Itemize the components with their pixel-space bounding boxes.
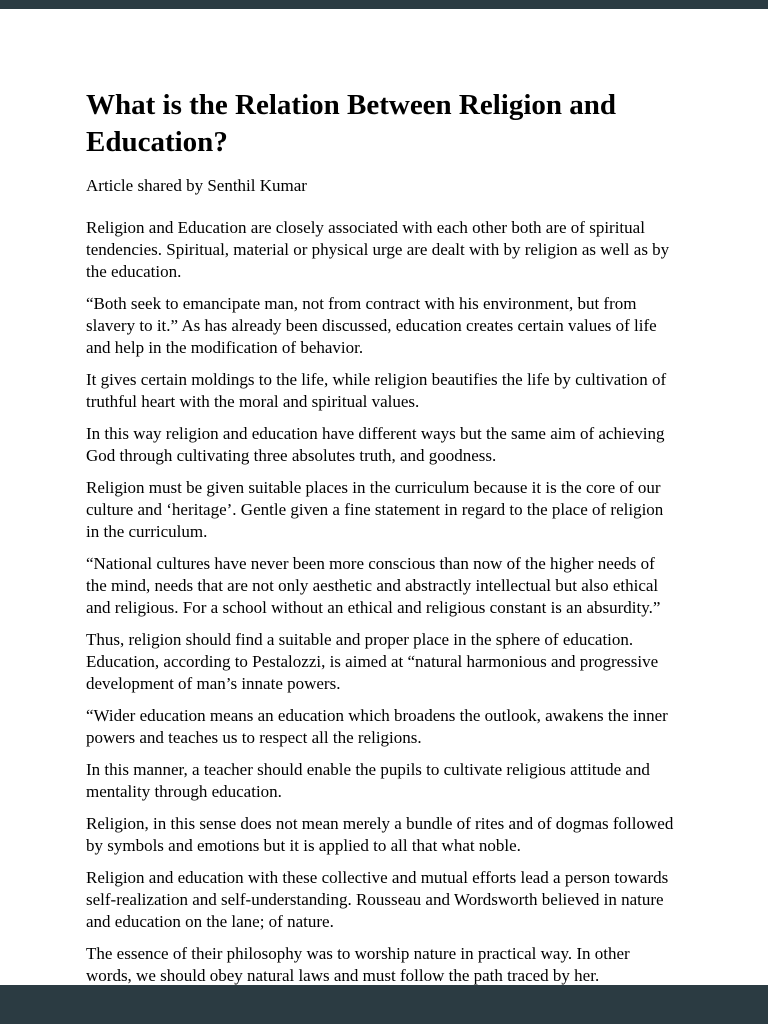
article-paragraph: Religion, in this sense does not mean merely a bundle of rites and of dogmas followed by symbols and emotions but it is applied to all that what noble. (86, 814, 674, 855)
article-paragraph: “Wider education means an education which broadens the outlook, awakens the inner powers and teaches us to respect all the religions. (86, 706, 668, 747)
article-paragraph: “Both seek to emancipate man, not from contract with his environment, but from slavery to it.” As has already been discussed, education creates certain values of life and help in the modification of behavior. (86, 294, 657, 357)
article-body (86, 217, 678, 987)
viewer-bottom-bar (0, 985, 768, 1024)
article-title: What is the Relation Between Religion and Education? (86, 89, 617, 158)
article-paragraph: In this way religion and education have different ways but the same aim of achieving God through cultivating three absolutes truth, and goodness. (86, 424, 665, 465)
article-paragraph: The essence of their philosophy was to worship nature in practical way. In other words, we should obey natural laws and must follow the path traced by her. (86, 944, 630, 985)
article-paragraph: “National cultures have never been more conscious than now of the higher needs of the mind, needs that are not only aesthetic and abstractly intellectual but also ethical and religious. For a school without an ethical and religious constant is an absurdity.” (86, 554, 661, 617)
viewer-top-bar (0, 0, 768, 9)
article-byline: Article shared by Senthil Kumar (86, 176, 307, 195)
article-paragraph: It gives certain moldings to the life, while religion beautifies the life by cultivation of truthful heart with the moral and spiritual values. (86, 370, 667, 411)
article-paragraph: Religion and education with these collective and mutual efforts lead a person towards self-realization and self-understanding. Rousseau and Wordsworth believed in nature and education on the lane; of nature. (86, 868, 669, 931)
article-paragraph: Religion must be given suitable places in the curriculum because it is the core of our culture and ‘heritage’. Gentle given a fine statement in regard to the place of religion in the curriculum. (86, 478, 664, 541)
article-paragraph: Religion and Education are closely associated with each other both are of spiritual tendencies. Spiritual, material or physical urge are dealt with by religion as well as by the education. (86, 218, 670, 281)
document-page (0, 9, 768, 985)
article-paragraph: Thus, religion should find a suitable and proper place in the sphere of education. Education, according to Pestalozzi, is aimed at “natural harmonious and progressive development of man’s innate powers. (86, 630, 659, 693)
article-paragraph: In this manner, a teacher should enable the pupils to cultivate religious attitude and mentality through education. (86, 760, 650, 801)
